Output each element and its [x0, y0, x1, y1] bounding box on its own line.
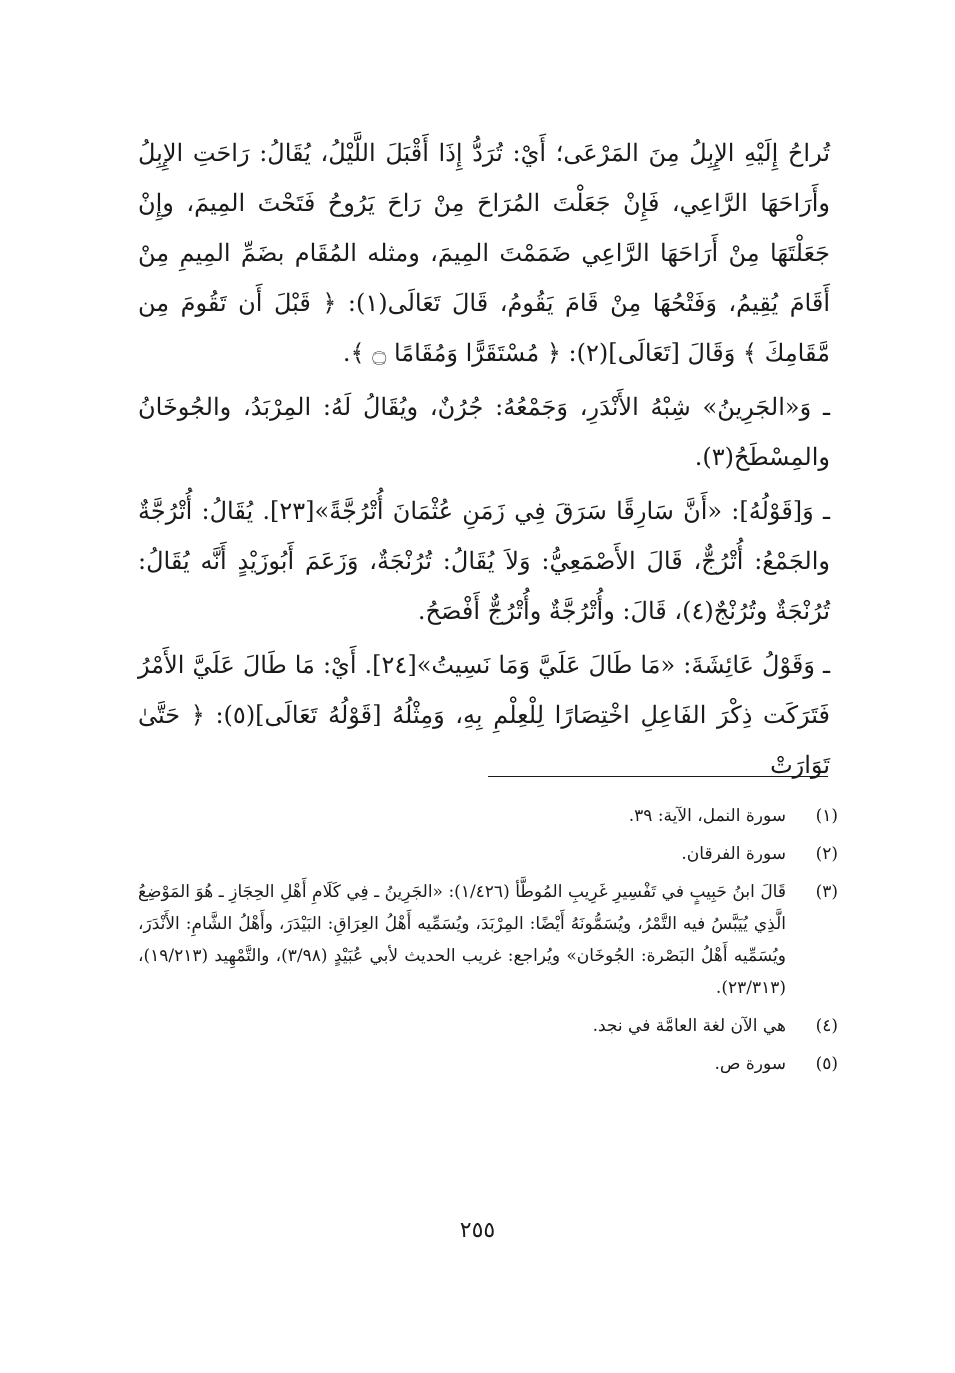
footnote-3 — [138, 876, 838, 1004]
main-text — [138, 128, 830, 790]
footnote-text: هي الآن لغة العامَّة في نجد. — [592, 1016, 786, 1036]
footnote-number: (٥) — [815, 1054, 838, 1074]
footnote-number: (٣) — [815, 882, 838, 902]
footnote-text: سورة النمل، الآية: ٣٩. — [628, 806, 786, 826]
footnote-1 — [138, 800, 838, 832]
page-number: ٢٥٥ — [459, 1218, 496, 1243]
footnote-text: سورة ص. — [714, 1054, 786, 1074]
footnotes — [138, 800, 838, 1086]
footnote-text: سورة الفرقان. — [681, 844, 786, 864]
footnote-4 — [138, 1010, 838, 1042]
footnote-text: قَالَ ابنُ حَبِيبٍ في تَفْسِيرِ غَرِيبِ المُوطَّأ (١/٤٢٦): «الجَرِينُ ـ فِي كَلَامِ أَهْلِ الحِجَازِ ـ هُوَ المَوْضِعُ الَّذِي يُيَبَّسُ فيه التَّمْرُ، ويُسَمُّونَهُ أَيْضًا: المِرْبَدَ، ويُسَمِّيه أَهْلُ العِرَاقِ: البَيْدَرَ، وأَهْلُ الشَّامِ: الأَنْدَرَ، ويُسَمِّيه أَهْلُ البَصْرة: الجُوخَان» ويُراجع: غريب الحديث لأبي عُبَيْدٍ (٣/٩٨)، والتَّمْهِيد (١٩/٢١٣)، (٢٣/٣١٣). — [138, 882, 786, 998]
paragraph-1: تُراحُ إِلَيْهِ الإِبِلُ مِنَ المَرْعَى؛ أَيْ: تُرَدُّ إِذَا أَقْبَلَ اللَّيْلُ، يُقَالُ: رَاحَتِ الإِبِلُ وأَرَاحَهَا الرَّاعِي، فَإِنْ جَعَلْتَ المُرَاحَ مِنْ رَاحَ يَرُوحُ فَتَحْتَ المِيمَ، وإِنْ جَعَلْتَهَا مِنْ أَرَاحَهَا الرَّاعِي ضَمَمْتَ المِيمَ، ومثله المُقَام بضَمِّ المِيمِ مِنْ أَقَامَ يُقِيمُ، وَفَتْحُهَا مِنْ قَامَ يَقُومُ، قَالَ تَعَالَى(١): ﴿ قَبْلَ أَن تَقُومَ مِن مَّقَامِكَ ﴾ وَقَالَ [تَعَالَى](٢): ﴿ مُسْتَقَرًّا وَمُقَامًا ۝ ﴾. — [138, 139, 831, 367]
paragraph-3: ـ وَ[قَوْلُهُ]: «أَنَّ سَارِقًا سَرَقَ فِي زَمَنِ عُثْمَانَ أُتْرُجَّةً»[٢٣]. يُقَالُ: أُتْرُجَّةٌ والجَمْعُ: أُتْرُجٌّ، قَالَ الأَصْمَعِيُّ: وَلاَ يُقَالُ: تُرُنْجَةٌ، وَزَعَمَ أَبُوزَيْدٍ أَنَّه يُقَالُ: تُرُنْجَةٌ وتُرُنْجٌ(٤)، قَالَ: وأُتْرُجَّةٌ وأُتْرُجٌّ أَفْصَحُ. — [138, 497, 830, 625]
footnote-separator — [488, 776, 828, 777]
paragraph-2: ـ وَ«الجَرِينُ» شِبْهُ الأَنْدَرِ، وَجَمْعُهُ: جُرُنٌ، ويُقَالُ لَهُ: المِرْبَدُ، والجُوخَانُ والمِسْطَحُ(٣). — [138, 393, 831, 471]
paragraph-4: ـ وَقَوْلُ عَائِشَةَ: «مَا طَالَ عَلَيَّ وَمَا نَسِيتُ»[٢٤]. أَيْ: مَا طَالَ عَلَيَّ الأَمْرُ فَتَرَكَت ذِكْرَ الفَاعِلِ اخْتِصَارًا لِلْعِلْمِ بِهِ، وَمِثْلُهُ [قَوْلُهُ تَعَالَى](٥): ﴿ حَتَّىٰ تَوَارَتْ — [138, 651, 831, 779]
footnote-number: (٤) — [815, 1016, 838, 1036]
footnote-number: (١) — [815, 806, 838, 826]
footnote-5 — [138, 1048, 838, 1080]
footnote-number: (٢) — [815, 844, 838, 864]
footnote-2 — [138, 838, 838, 870]
